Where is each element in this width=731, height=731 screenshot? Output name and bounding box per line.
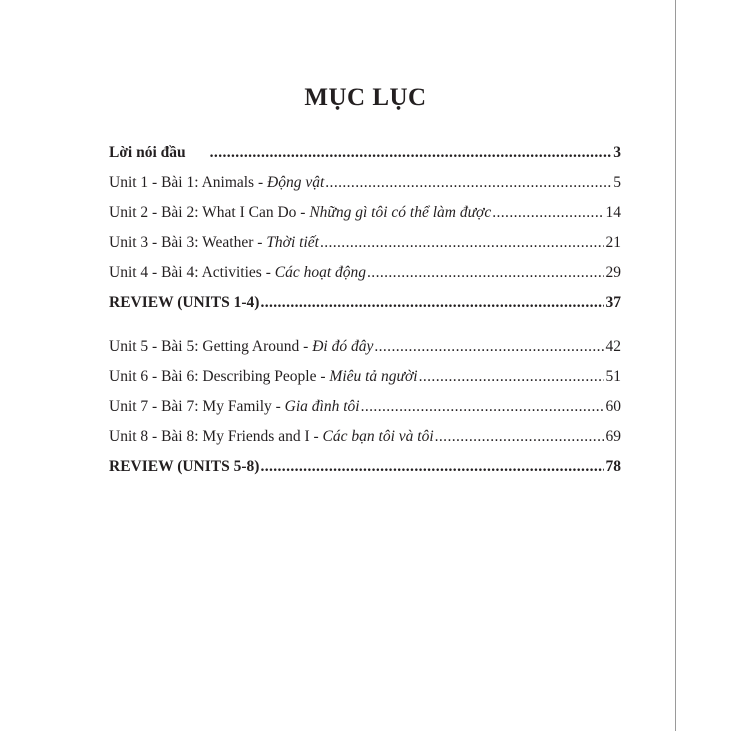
toc-page-number: 5: [613, 174, 621, 191]
toc-entry-preface[interactable]: [109, 141, 621, 171]
toc-entry-unit-2[interactable]: [109, 201, 621, 231]
page-title: MỤC LỤC: [304, 84, 427, 111]
toc-entry-unit-4[interactable]: [109, 261, 621, 291]
vietnamese-title: Miêu tả người: [329, 368, 418, 385]
dot-leader: [260, 291, 603, 315]
toc-entry-review-5-8[interactable]: [109, 455, 621, 485]
dot-leader: [435, 425, 604, 449]
toc-page-number: 14: [605, 204, 621, 221]
vietnamese-title: Đi đó đây: [312, 338, 374, 355]
toc-entry-label: Unit 5 - Bài 5: Getting Around - Đi đó đây: [109, 338, 374, 355]
toc-entry-unit-3[interactable]: [109, 231, 621, 261]
toc-entry-unit-7[interactable]: [109, 395, 621, 425]
toc-page-number: 42: [605, 338, 621, 355]
toc-entry-review-1-4[interactable]: [109, 291, 621, 321]
toc-entry-label: Unit 1 - Bài 1: Animals - Động vật: [109, 174, 325, 191]
toc-page-number: 37: [605, 294, 621, 311]
vietnamese-title: Động vật: [267, 174, 325, 191]
vietnamese-title: Những gì tôi có thể làm được: [309, 204, 492, 221]
toc-page-number: 29: [605, 264, 621, 281]
toc-page-number: 78: [605, 458, 621, 475]
toc-entry-label: Unit 8 - Bài 8: My Friends and I - Các bạn tôi và tôi: [109, 428, 434, 445]
dot-leader: [361, 395, 604, 419]
dot-leader: [492, 201, 603, 225]
toc-entry-unit-6[interactable]: [109, 365, 621, 395]
toc-entry-label: REVIEW (UNITS 1-4): [109, 294, 260, 311]
table-of-contents: [109, 141, 621, 485]
toc-page-number: 69: [605, 428, 621, 445]
toc-entry-label: Unit 6 - Bài 6: Describing People - Miêu tả người: [109, 368, 418, 385]
toc-entry-label: REVIEW (UNITS 5-8): [109, 458, 260, 475]
dot-leader: [325, 171, 611, 195]
toc-page-number: 51: [605, 368, 621, 385]
dot-leader: [320, 231, 604, 255]
dot-leader: [260, 455, 603, 479]
toc-entry-label: Unit 2 - Bài 2: What I Can Do - Những gì tôi có thể làm được: [109, 204, 492, 221]
toc-entry-label: Unit 7 - Bài 7: My Family - Gia đình tôi: [109, 398, 360, 415]
toc-entry-unit-1[interactable]: [109, 171, 621, 201]
vietnamese-title: Các bạn tôi và tôi: [322, 428, 434, 445]
toc-entry-unit-8[interactable]: [109, 425, 621, 455]
dot-leader: [367, 261, 603, 285]
dot-leader: [419, 365, 604, 389]
toc-entry-label: Lời nói đầu: [109, 144, 186, 161]
toc-entry-label: Unit 4 - Bài 4: Activities - Các hoạt động: [109, 264, 367, 281]
dot-leader: [210, 141, 612, 165]
toc-entry-label: Unit 3 - Bài 3: Weather - Thời tiết: [109, 234, 319, 251]
toc-page-number: 60: [605, 398, 621, 415]
toc-entry-unit-5[interactable]: [109, 335, 621, 365]
toc-page-number: 3: [613, 144, 621, 161]
vietnamese-title: Gia đình tôi: [284, 398, 360, 415]
vietnamese-title: Thời tiết: [266, 234, 319, 251]
vietnamese-title: Các hoạt động: [274, 264, 367, 281]
toc-page-number: 21: [605, 234, 621, 251]
dot-leader: [374, 335, 603, 359]
